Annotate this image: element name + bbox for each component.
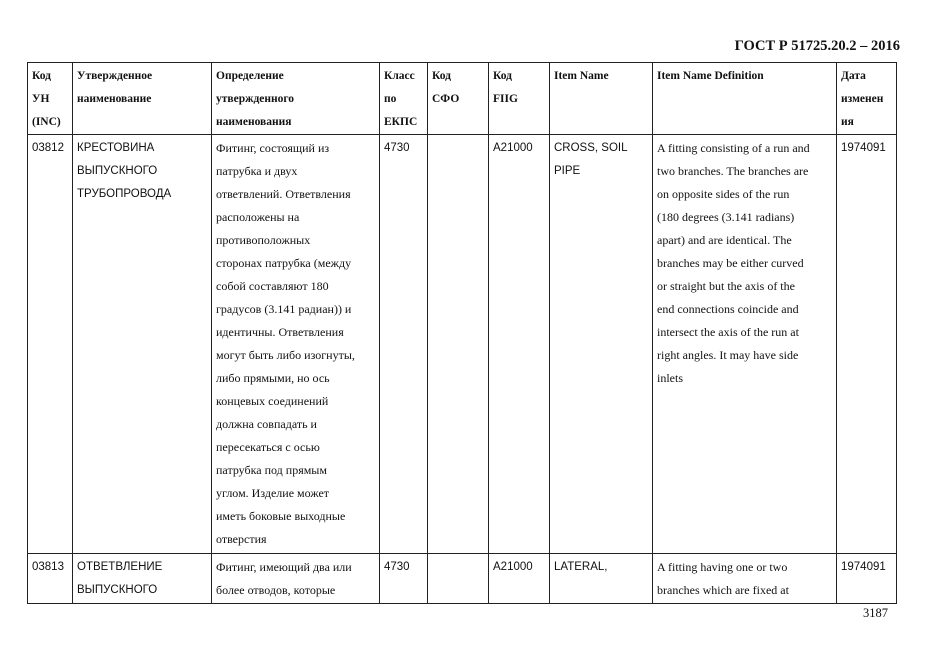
header-approved-name: Утвержденное наименование [73,63,212,135]
cell-item-name: CROSS, SOIL PIPE [550,135,653,554]
cell-approved-name: ОТВЕТВЛЕНИЕ ВЫПУСКНОГО [73,554,212,604]
cell-definition: Фитинг, имеющий два или более отводов, которые [212,554,380,604]
header-item-name: Item Name [550,63,653,135]
cell-code-un: 03813 [28,554,73,604]
item-name-table [27,62,897,604]
cell-code-sfo [428,135,489,554]
cell-change-date: 1974091 [837,554,897,604]
cell-item-name: LATERAL, [550,554,653,604]
page-number: 3187 [863,606,888,620]
cell-approved-name: КРЕСТОВИНА ВЫПУСКНОГО ТРУБОПРОВОДА [73,135,212,554]
table-header-row [28,63,897,135]
table-row [28,135,897,554]
cell-item-name-definition: A fitting having one or two branches which are fixed at [653,554,837,604]
cell-definition: Фитинг, состоящий из патрубка и двух ответвлений. Ответвления расположены на противоположных сторонах патрубка (между собой составляют 180 градусов (3.141 радиан)) и идентичны. Ответвления могут быть либо изогнуты, либо прямыми, но ось концевых соединений должна совпадать и пересекаться с осью патрубка под прямым углом. Изделие может иметь боковые выходные отверстия [212,135,380,554]
document-standard-number: ГОСТ Р 51725.20.2 – 2016 [734,38,900,54]
header-item-name-definition: Item Name Definition [653,63,837,135]
cell-code-sfo [428,554,489,604]
cell-code-fiig: A21000 [489,554,550,604]
cell-code-fiig: A21000 [489,135,550,554]
header-code-sfo: Код СФО [428,63,489,135]
header-change-date: Дата изменен ия [837,63,897,135]
header-code-fiig: Код FIIG [489,63,550,135]
header-definition: Определение утвержденного наименования [212,63,380,135]
header-class-ekps: Класс по ЕКПС [380,63,428,135]
table-row [28,554,897,604]
cell-change-date: 1974091 [837,135,897,554]
cell-class-ekps: 4730 [380,554,428,604]
cell-code-un: 03812 [28,135,73,554]
cell-class-ekps: 4730 [380,135,428,554]
header-code-un: Код УН (INC) [28,63,73,135]
cell-item-name-definition: A fitting consisting of a run and two branches. The branches are on opposite sides of the run (180 degrees (3.141 radians) apart) and are identical. The branches may be either curved or straight but the axis of the end connections coincide and intersect the axis of the run at right angles. It may have side inlets [653,135,837,554]
